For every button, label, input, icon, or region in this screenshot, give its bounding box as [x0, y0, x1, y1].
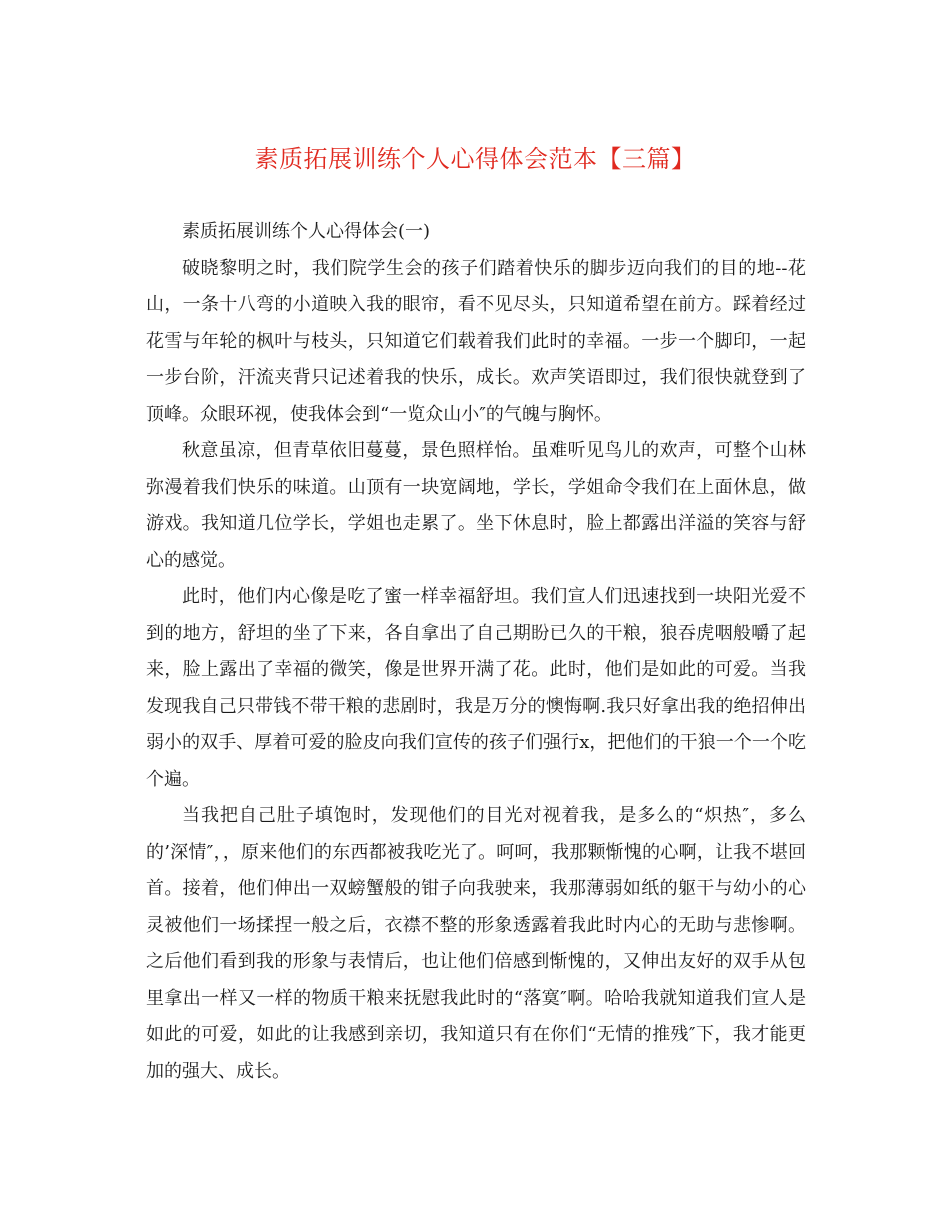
document-title: 素质拓展训练个人心得体会范本【三篇】: [254, 145, 696, 173]
paragraph: 当我把自己肚子填饱时，发现他们的目光对视着我，是多么的“炽热″，多么的’深情″，，原来他们的东西都被我吃光了。呵呵，我那颗惭愧的心啊，让我不堪回首。接着，他们伸出一双螃蟹般的钳子向我驶来，我那薄弱如纸的躯干与幼小的心灵被他们一场揉捏一般之后，衣襟不整的形象透露着我此时内心的无助与悲惨啊。之后他们看到我的形象与表情后，也让他们倍感到惭愧的，又伸出友好的双手从包里拿出一样又一样的物质干粮来抚慰我此时的“落寞″啊。哈哈我就知道我们宣人是如此的可爱，如此的让我感到亲切，我知道只有在你们“无情的推残″下，我才能更加的强大、成长。: [146, 805, 806, 1082]
paragraph: 此时，他们内心像是吃了蜜一样幸福舒坦。我们宣人们迅速找到一块阳光爱不到的地方，舒坦的坐了下来，各自拿出了自己期盼已久的干粮，狼吞虎咽般嚼了起来，脸上露出了幸福的微笑，像是世界开满了花。此时，他们是如此的可爱。当我发现我自己只带钱不带干粮的悲剧时，我是万分的懊悔啊.我只好拿出我的绝招伸出弱小的双手、厚着可爱的脸皮向我们宣传的孩子们强行x，把他们的干狼一个一个吃个遍。: [146, 586, 806, 790]
paragraph: 秋意虽凉，但青草依旧蔓蔓，景色照样怡。虽难听见鸟儿的欢声，可整个山林弥漫着我们快乐的味道。山顶有一块宽阔地，学长，学姐命令我们在上面休息，做游戏。我知道几位学长，学姐也走累了。坐下休息时，脸上都露出洋溢的笑容与舒心的感觉。: [146, 440, 806, 571]
section-heading: 素质拓展训练个人心得体会(一): [182, 221, 431, 242]
paragraph: 破晓黎明之时，我们院学生会的孩子们踏着快乐的脚步迈向我们的目的地--花山，一条十八弯的小道映入我的眼帘，看不见尽头，只知道希望在前方。踩着经过花雪与年轮的枫叶与枝头，只知道它们载着我们此时的幸福。一步一个脚印，一起一步台阶，汗流夹背只记述着我的快乐，成长。欢声笑语即过，我们很快就登到了顶峰。众眼环视，使我体会到“一览众山小″的气魄与胸怀。: [146, 257, 806, 425]
document-body: [146, 214, 806, 1090]
